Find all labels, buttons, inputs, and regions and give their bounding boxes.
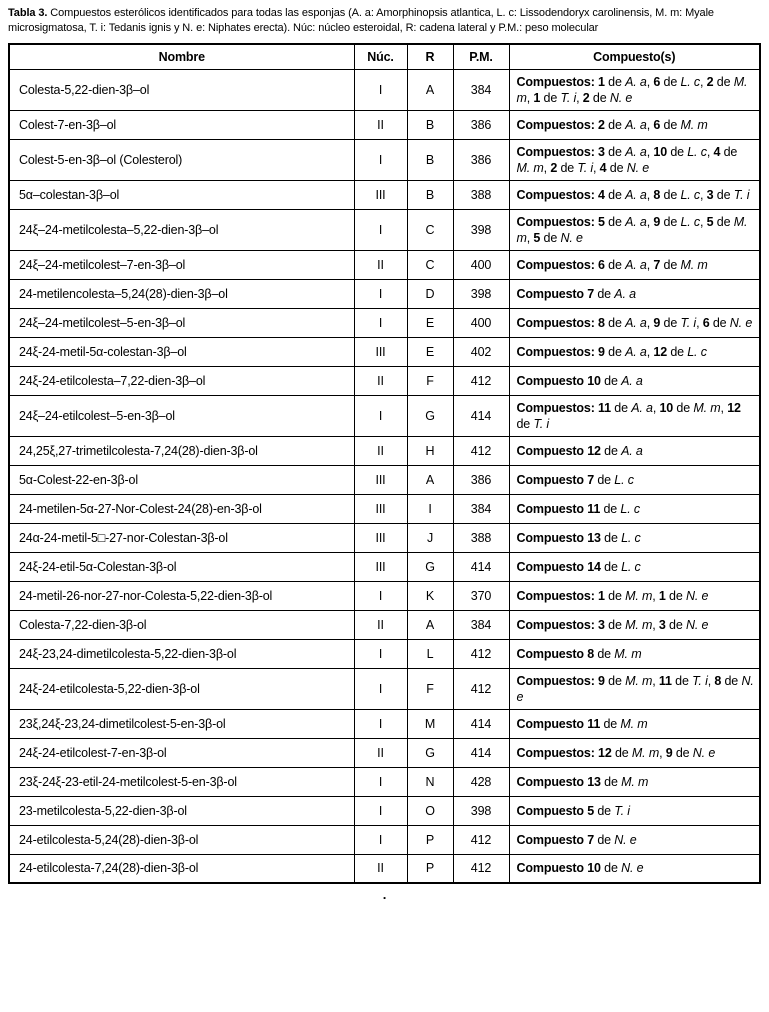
- cell-r: C: [407, 209, 453, 250]
- cell-compuestos: Compuesto 13 de M. m: [509, 767, 760, 796]
- cell-nuc: I: [354, 796, 407, 825]
- cell-pm: 386: [453, 110, 509, 139]
- cell-nuc: III: [354, 523, 407, 552]
- cell-nombre: 24ξ-24-etilcolesta–7,22-dien-3β–ol: [9, 366, 354, 395]
- cell-r: C: [407, 250, 453, 279]
- cell-nombre: 23ξ-24ξ-23-etil-24-metilcolest-5-en-3β-ol: [9, 767, 354, 796]
- cell-nombre: 24ξ–24-metilcolest–5-en-3β–ol: [9, 308, 354, 337]
- cell-nuc: II: [354, 436, 407, 465]
- table-row: [9, 552, 760, 581]
- cell-compuestos: Compuesto 8 de M. m: [509, 639, 760, 668]
- cell-compuestos: Compuesto 7 de A. a: [509, 279, 760, 308]
- cell-nuc: II: [354, 250, 407, 279]
- table-row: [9, 581, 760, 610]
- cell-nuc: I: [354, 825, 407, 854]
- cell-nombre: 24-etilcolesta-5,24(28)-dien-3β-ol: [9, 825, 354, 854]
- cell-r: L: [407, 639, 453, 668]
- cell-r: K: [407, 581, 453, 610]
- cell-r: D: [407, 279, 453, 308]
- table-row: [9, 738, 760, 767]
- cell-compuestos: Compuestos: 3 de A. a, 10 de L. c, 4 de M. m, 2 de T. i, 4 de N. e: [509, 139, 760, 180]
- cell-nombre: 24-etilcolesta-7,24(28)-dien-3β-ol: [9, 854, 354, 883]
- cell-nombre: 24,25ξ,27-trimetilcolesta-7,24(28)-dien-3β-ol: [9, 436, 354, 465]
- table-caption: [8, 6, 761, 36]
- table-row: [9, 139, 760, 180]
- table-row: [9, 250, 760, 279]
- cell-compuestos: Compuestos: 3 de M. m, 3 de N. e: [509, 610, 760, 639]
- cell-nombre: 24ξ-24-metil-5α-colestan-3β–ol: [9, 337, 354, 366]
- cell-pm: 398: [453, 209, 509, 250]
- cell-pm: 412: [453, 639, 509, 668]
- cell-pm: 414: [453, 395, 509, 436]
- cell-compuestos: Compuesto 10 de A. a: [509, 366, 760, 395]
- column-header-nombre: Nombre: [9, 44, 354, 70]
- cell-nombre: 5α-Colest-22-en-3β-ol: [9, 465, 354, 494]
- cell-nombre: Colesta-5,22-dien-3β–ol: [9, 69, 354, 110]
- cell-r: P: [407, 854, 453, 883]
- table-row: [9, 610, 760, 639]
- cell-pm: 412: [453, 825, 509, 854]
- cell-r: B: [407, 110, 453, 139]
- cell-compuestos: Compuestos: 6 de A. a, 7 de M. m: [509, 250, 760, 279]
- cell-pm: 414: [453, 738, 509, 767]
- cell-pm: 400: [453, 308, 509, 337]
- cell-nuc: I: [354, 767, 407, 796]
- cell-nuc: II: [354, 110, 407, 139]
- table-body: [9, 69, 760, 883]
- cell-compuestos: Compuestos: 4 de A. a, 8 de L. c, 3 de T. i: [509, 180, 760, 209]
- cell-pm: 412: [453, 668, 509, 709]
- cell-nuc: I: [354, 709, 407, 738]
- caption-text: Compuestos esterólicos identificados para todas las esponjas (A. a: Amorphinopsis atlantica, L. c: Lissodendoryx carolinensis, M. m: Myale microsigmatosa, T. i: Tedanis ignis y N. e: Niphates erecta). Núc: núcleo esteroidal, R: cadena lateral y P.M.: peso molecular: [8, 7, 714, 34]
- cell-r: B: [407, 180, 453, 209]
- cell-nuc: III: [354, 494, 407, 523]
- cell-r: F: [407, 366, 453, 395]
- cell-r: I: [407, 494, 453, 523]
- cell-compuestos: Compuesto 7 de L. c: [509, 465, 760, 494]
- column-header-compuestos: Compuesto(s): [509, 44, 760, 70]
- cell-compuestos: Compuestos: 12 de M. m, 9 de N. e: [509, 738, 760, 767]
- table-row: [9, 209, 760, 250]
- cell-nuc: III: [354, 337, 407, 366]
- cell-nuc: II: [354, 738, 407, 767]
- table-row: [9, 395, 760, 436]
- cell-pm: 398: [453, 279, 509, 308]
- cell-nuc: III: [354, 552, 407, 581]
- cell-nombre: Colesta-7,22-dien-3β-ol: [9, 610, 354, 639]
- sterols-table: [8, 43, 761, 885]
- cell-r: P: [407, 825, 453, 854]
- table-row: [9, 523, 760, 552]
- column-header-nuc: Núc.: [354, 44, 407, 70]
- cell-compuestos: Compuesto 7 de N. e: [509, 825, 760, 854]
- cell-pm: 414: [453, 552, 509, 581]
- cell-compuestos: Compuesto 11 de M. m: [509, 709, 760, 738]
- table-row: [9, 854, 760, 883]
- cell-pm: 388: [453, 180, 509, 209]
- cell-r: H: [407, 436, 453, 465]
- cell-nombre: 24ξ-24-etilcolesta-5,22-dien-3β-ol: [9, 668, 354, 709]
- table-row: [9, 796, 760, 825]
- table-row: [9, 180, 760, 209]
- cell-pm: 398: [453, 796, 509, 825]
- cell-r: N: [407, 767, 453, 796]
- column-header-pm: P.M.: [453, 44, 509, 70]
- table-row: [9, 279, 760, 308]
- cell-r: J: [407, 523, 453, 552]
- cell-compuestos: Compuesto 5 de T. i: [509, 796, 760, 825]
- cell-nombre: 24ξ–24-metilcolest–7-en-3β–ol: [9, 250, 354, 279]
- table-row: [9, 767, 760, 796]
- cell-pm: 428: [453, 767, 509, 796]
- cell-pm: 370: [453, 581, 509, 610]
- cell-compuestos: Compuestos: 9 de M. m, 11 de T. i, 8 de N. e: [509, 668, 760, 709]
- cell-r: G: [407, 552, 453, 581]
- cell-nombre: 5α–colestan-3β–ol: [9, 180, 354, 209]
- cell-nombre: 24-metilen-5α-27-Nor-Colest-24(28)-en-3β-ol: [9, 494, 354, 523]
- cell-nuc: I: [354, 308, 407, 337]
- cell-r: G: [407, 395, 453, 436]
- table-row: [9, 709, 760, 738]
- table-row: [9, 465, 760, 494]
- cell-compuestos: Compuestos: 1 de M. m, 1 de N. e: [509, 581, 760, 610]
- table-row: [9, 110, 760, 139]
- cell-nombre: Colest-7-en-3β–ol: [9, 110, 354, 139]
- cell-nuc: I: [354, 581, 407, 610]
- table-row: [9, 668, 760, 709]
- cell-nuc: I: [354, 639, 407, 668]
- table-row: [9, 436, 760, 465]
- cell-r: E: [407, 337, 453, 366]
- cell-nombre: 24ξ-23,24-dimetilcolesta-5,22-dien-3β-ol: [9, 639, 354, 668]
- cell-compuestos: Compuesto 12 de A. a: [509, 436, 760, 465]
- cell-r: G: [407, 738, 453, 767]
- cell-nombre: 24-metilencolesta–5,24(28)-dien-3β–ol: [9, 279, 354, 308]
- table-row: [9, 639, 760, 668]
- cell-nuc: I: [354, 279, 407, 308]
- column-header-r: R: [407, 44, 453, 70]
- footer-dot: .: [382, 887, 387, 903]
- cell-pm: 388: [453, 523, 509, 552]
- cell-r: M: [407, 709, 453, 738]
- cell-nuc: I: [354, 668, 407, 709]
- cell-pm: 384: [453, 69, 509, 110]
- cell-r: B: [407, 139, 453, 180]
- table-row: [9, 308, 760, 337]
- cell-nombre: 23ξ,24ξ-23,24-dimetilcolest-5-en-3β-ol: [9, 709, 354, 738]
- cell-compuestos: Compuesto 11 de L. c: [509, 494, 760, 523]
- cell-pm: 414: [453, 709, 509, 738]
- cell-nuc: III: [354, 180, 407, 209]
- cell-compuestos: Compuesto 13 de L. c: [509, 523, 760, 552]
- cell-nombre: 24α-24-metil-5□-27-nor-Colestan-3β-ol: [9, 523, 354, 552]
- cell-compuestos: Compuesto 10 de N. e: [509, 854, 760, 883]
- cell-r: A: [407, 610, 453, 639]
- cell-pm: 400: [453, 250, 509, 279]
- table-row: [9, 366, 760, 395]
- caption-label: Tabla 3.: [8, 7, 48, 19]
- cell-nuc: II: [354, 366, 407, 395]
- cell-r: A: [407, 69, 453, 110]
- cell-r: E: [407, 308, 453, 337]
- cell-nuc: II: [354, 610, 407, 639]
- cell-nombre: 24ξ-24-etil-5α-Colestan-3β-ol: [9, 552, 354, 581]
- cell-pm: 384: [453, 610, 509, 639]
- cell-pm: 386: [453, 139, 509, 180]
- cell-r: O: [407, 796, 453, 825]
- table-header: [9, 44, 760, 70]
- table-row: [9, 69, 760, 110]
- cell-compuestos: Compuestos: 1 de A. a, 6 de L. c, 2 de M. m, 1 de T. i, 2 de N. e: [509, 69, 760, 110]
- cell-nuc: II: [354, 854, 407, 883]
- table-row: [9, 494, 760, 523]
- cell-compuestos: Compuestos: 5 de A. a, 9 de L. c, 5 de M. m, 5 de N. e: [509, 209, 760, 250]
- cell-compuestos: Compuestos: 2 de A. a, 6 de M. m: [509, 110, 760, 139]
- cell-nombre: 24-metil-26-nor-27-nor-Colesta-5,22-dien-3β-ol: [9, 581, 354, 610]
- cell-r: F: [407, 668, 453, 709]
- cell-nuc: III: [354, 465, 407, 494]
- header-row: [9, 44, 760, 70]
- cell-pm: 412: [453, 436, 509, 465]
- cell-pm: 412: [453, 366, 509, 395]
- cell-compuestos: Compuesto 14 de L. c: [509, 552, 760, 581]
- cell-pm: 384: [453, 494, 509, 523]
- cell-compuestos: Compuestos: 8 de A. a, 9 de T. i, 6 de N. e: [509, 308, 760, 337]
- cell-nuc: I: [354, 69, 407, 110]
- cell-nuc: I: [354, 395, 407, 436]
- cell-nombre: Colest-5-en-3β–ol (Colesterol): [9, 139, 354, 180]
- cell-pm: 402: [453, 337, 509, 366]
- cell-nombre: 24ξ-24-etilcolest-7-en-3β-ol: [9, 738, 354, 767]
- table-row: [9, 825, 760, 854]
- cell-nuc: I: [354, 209, 407, 250]
- cell-nombre: 24ξ–24-metilcolesta–5,22-dien-3β–ol: [9, 209, 354, 250]
- cell-pm: 412: [453, 854, 509, 883]
- cell-nuc: I: [354, 139, 407, 180]
- cell-pm: 386: [453, 465, 509, 494]
- cell-compuestos: Compuestos: 11 de A. a, 10 de M. m, 12 de T. i: [509, 395, 760, 436]
- cell-r: A: [407, 465, 453, 494]
- table-row: [9, 337, 760, 366]
- cell-compuestos: Compuestos: 9 de A. a, 12 de L. c: [509, 337, 760, 366]
- cell-nombre: 24ξ–24-etilcolest–5-en-3β–ol: [9, 395, 354, 436]
- cell-nombre: 23-metilcolesta-5,22-dien-3β-ol: [9, 796, 354, 825]
